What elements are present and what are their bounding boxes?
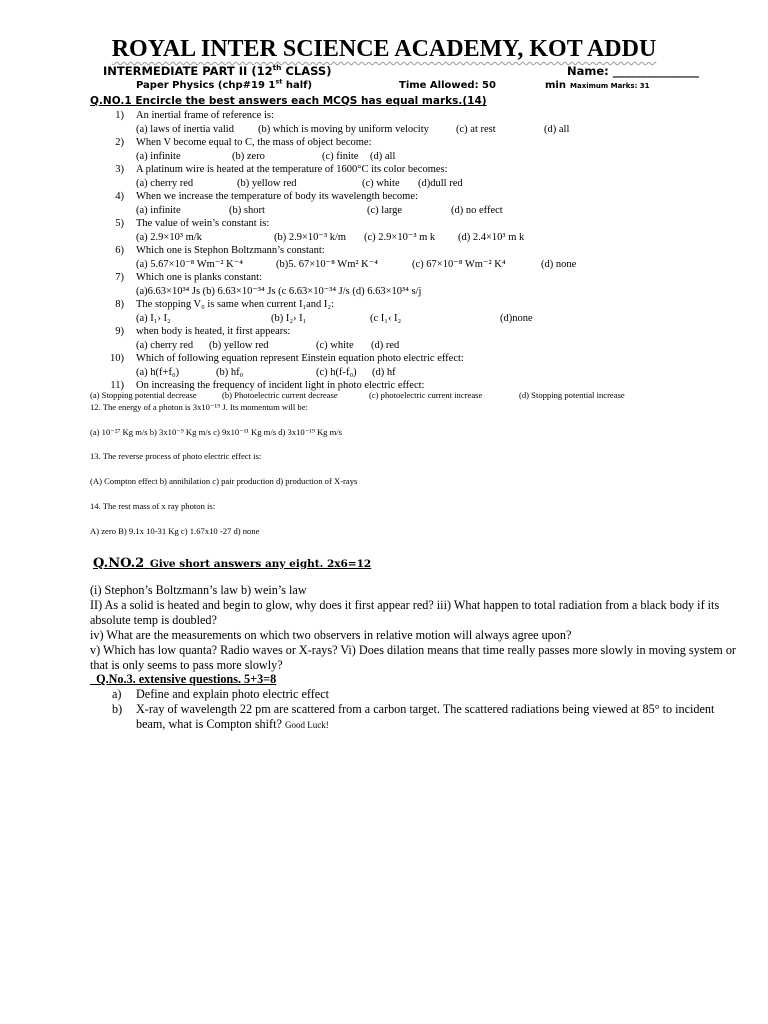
short-questions <box>90 583 750 673</box>
option-b: (b) which is moving by uniform velocity <box>258 123 429 135</box>
options-row <box>0 258 768 272</box>
good-luck: Good Luck! <box>284 720 329 730</box>
item-label: a) <box>112 687 122 701</box>
name-field: Name: _______________ <box>567 64 700 78</box>
q1-heading: Q.NO.1 Encircle the best answers each MCQS has equal marks.(14) <box>90 95 487 107</box>
question-number: 11) <box>110 380 124 391</box>
option-c: (c) 2.9×10⁻³ m k <box>364 231 436 243</box>
option-b: (b)5. 67×10⁻⁸ Wm² K⁻⁴ <box>276 258 378 270</box>
q2-heading-main: Q.NO.2 <box>93 556 145 571</box>
question-text: when body is heated, it first appears: <box>136 326 291 337</box>
question-row <box>0 298 768 312</box>
option-c: (c) 67×10⁻⁸ Wm⁻² K⁴ <box>412 258 506 270</box>
option-d: (d) none <box>541 258 577 270</box>
item-text-body: X-ray of wavelength 22 pm are scattered from a carbon target. The scattered radiations being viewed at 85° to incident beam, what is Compton shift? <box>136 702 715 731</box>
option-a: (a) infinite <box>136 204 181 216</box>
question-text: On increasing the frequency of incident light in photo electric effect: <box>136 380 425 391</box>
options-row <box>0 312 768 326</box>
mcq-list <box>0 109 768 393</box>
option-c: (c) h(f-f₀) <box>316 366 357 378</box>
question-row <box>0 109 768 123</box>
extensive-question <box>0 687 768 702</box>
option-d: (d) red <box>371 339 400 351</box>
options-row <box>0 366 768 380</box>
extensive-question <box>0 702 768 733</box>
question-number: 6) <box>115 245 124 256</box>
option-d: (d)none <box>500 312 533 324</box>
option-b: (b) hf₀ <box>216 366 244 378</box>
question-text: A platinum wire is heated at the temperature of 1600°C its color becomes: <box>136 164 448 175</box>
options-line: (a)6.63×10³⁴ Js (b) 6.63×10⁻³⁴ Js (c 6.63×10⁻³⁴ J/s (d) 6.63×10³⁴ s/j <box>136 285 422 297</box>
option-d: (d) all <box>370 150 396 162</box>
option-b: (b) short <box>229 204 265 216</box>
question-number: 10) <box>110 353 124 364</box>
question-number: 3) <box>115 164 124 175</box>
question-number: 2) <box>115 137 124 148</box>
q13-text: 13. The reverse process of photo electric effect is: <box>90 451 262 461</box>
question-row <box>0 163 768 177</box>
question-number: 4) <box>115 191 124 202</box>
option-d: (d) Stopping potential increase <box>519 390 625 400</box>
option-a: (a) cherry red <box>136 339 194 351</box>
option-d: (d) hf <box>372 366 396 378</box>
question-text: Which of following equation represent Einstein equation photo electric effect: <box>136 353 464 364</box>
short-question-line: (i) Stephon’s Boltzmann’s law b) wein’s law <box>90 583 307 597</box>
option-b: (b) Photoelectric current decrease <box>222 390 338 400</box>
question-row <box>0 271 768 285</box>
option-b: (b) 2.9×10⁻³ k/m <box>274 231 347 243</box>
q3-heading: Q.No.3. extensive questions. 5+3=8 <box>90 672 277 686</box>
option-a: (a) I₁› I₂ <box>136 312 171 324</box>
options-row <box>0 231 768 245</box>
academy-title: ROYAL INTER SCIENCE ACADEMY, KOT ADDU <box>111 36 657 62</box>
option-a: (a) laws of inertia valid <box>136 123 234 135</box>
option-c: (c) white <box>362 177 400 189</box>
option-c: (c) large <box>367 204 403 216</box>
question-row <box>0 190 768 204</box>
item-text: Define and explain photo electric effect <box>136 687 329 701</box>
options-row <box>0 123 768 137</box>
q2-heading <box>93 552 371 571</box>
short-question-line: iv) What are the measurements on which two observers in relative motion will always agree upon? <box>90 628 572 642</box>
question-row <box>0 217 768 231</box>
option-b: (b) yellow red <box>209 339 269 351</box>
question-text: Which one is planks constant: <box>136 272 262 283</box>
option-d: (d)dull red <box>418 177 463 189</box>
question-number: 5) <box>115 218 124 229</box>
question-text: The value of wein’s constant is: <box>136 218 270 229</box>
option-a: (a) 5.67×10⁻⁸ Wm⁻² K⁻⁴ <box>136 258 243 270</box>
question-row <box>0 244 768 258</box>
question-number: 1) <box>115 110 124 121</box>
q14-options: A) zero B) 9.1x 10-31 Kg c) 1.67x10 -27 d) none <box>90 526 260 536</box>
options-row <box>0 339 768 353</box>
q12-options: (a) 10⁻²⁷ Kg m/s b) 3x10⁻⁹ Kg m/s c) 9x10⁻¹¹ Kg m/s d) 3x10⁻¹⁹ Kg m/s <box>90 427 343 437</box>
item-label: b) <box>112 702 123 716</box>
q14-text: 14. The rest mass of x ray photon is: <box>90 501 216 511</box>
question-text: An inertial frame of reference is: <box>136 110 274 121</box>
option-d: (d) 2.4×10³ m k <box>458 231 525 243</box>
option-a: (a) 2.9×10³ m/k <box>136 231 202 243</box>
q2-heading-sub: Give short answers any eight. 2x6=12 <box>149 558 372 570</box>
item-text <box>136 702 744 733</box>
option-b: (b) I₂› I₁ <box>271 312 307 324</box>
short-question-line: v) Which has low quanta? Radio waves or X-rays? Vi) Does dilation means that time really passes more slowly in moving system or that is only seems to pass more slowly? <box>90 643 736 672</box>
question-number: 8) <box>115 299 124 310</box>
q12-text: 12. The energy of a photon is 3x10⁻¹⁹ J. Its momentum will be: <box>90 402 308 412</box>
question-text: Which one is Stephon Boltzmann’s constant: <box>136 245 325 256</box>
q13-options: (A) Compton effect b) annihilation c) pair production d) production of X-rays <box>90 476 358 486</box>
option-b: (b) zero <box>232 150 265 162</box>
option-d: (d) no effect <box>451 204 503 216</box>
maximum-marks: Maximum Marks: 31 <box>570 82 650 90</box>
option-c: (c) photoelectric current increase <box>369 390 483 400</box>
options-row <box>0 150 768 164</box>
question-number: 9) <box>115 326 124 337</box>
question-row <box>0 352 768 366</box>
option-a: (a) infinite <box>136 150 181 162</box>
short-question-line: II) As a solid is heated and begin to glow, why does it first appear red? iii) What happen to total radiation from a black body if its absolute temp is doubled? <box>90 598 720 627</box>
question-row <box>0 325 768 339</box>
option-a: (a) cherry red <box>136 177 194 189</box>
paper-line: Paper Physics (chp#19 1st half) <box>136 77 313 91</box>
option-c: (c) at rest <box>456 123 496 135</box>
option-c: (c) white <box>316 339 354 351</box>
option-c: (c I₁‹ I₂ <box>370 312 402 324</box>
question-row <box>0 136 768 150</box>
option-c: (c) finite <box>322 150 359 162</box>
options-row <box>0 204 768 218</box>
question-number: 7) <box>115 272 124 283</box>
option-a: (a) Stopping potential decrease <box>90 390 197 400</box>
min-label: min <box>545 80 566 91</box>
class-line: INTERMEDIATE PART II (12th CLASS) <box>103 63 332 78</box>
extensive-questions <box>0 687 768 733</box>
question-text: The stopping V₀ is same when current I₁and I₂: <box>136 299 334 310</box>
options-row <box>0 285 768 299</box>
options-row <box>0 177 768 191</box>
question-text: When V become equal to C, the mass of object become: <box>136 137 372 148</box>
option-a: (a) h(f+f₀) <box>136 366 180 378</box>
option-d: (d) all <box>544 123 570 135</box>
question-text: When we increase the temperature of body its wavelength become: <box>136 191 418 202</box>
time-allowed: Time Allowed: 50 <box>399 80 496 91</box>
option-b: (b) yellow red <box>237 177 297 189</box>
